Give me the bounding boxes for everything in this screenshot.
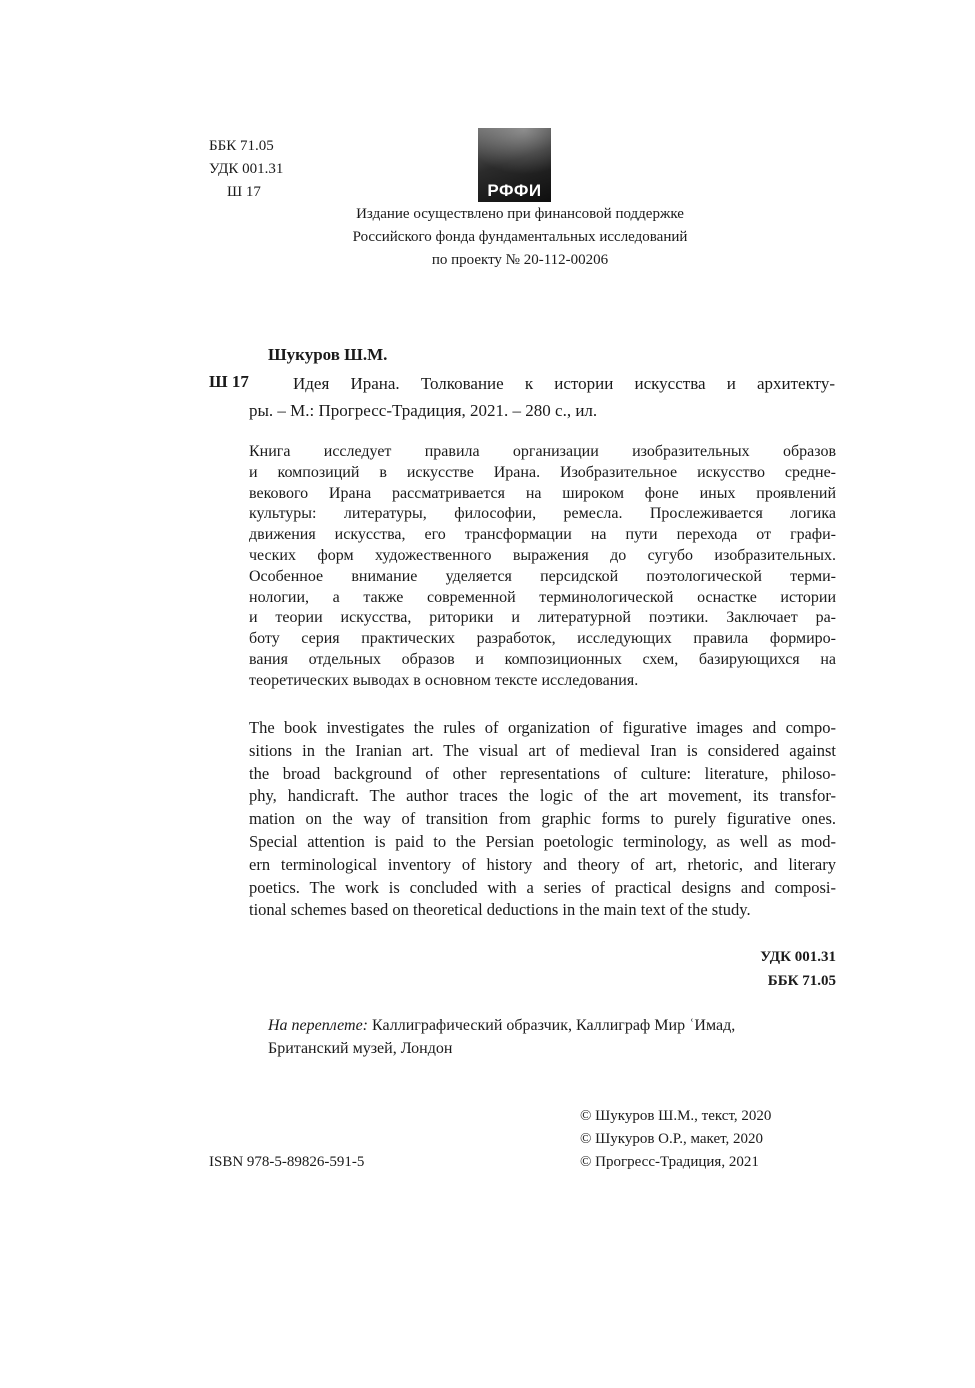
entry-author-mark: Ш 17 [209, 372, 249, 391]
annotation-line: нологии, а также современной терминологической оснастке истории [249, 588, 836, 606]
annotation-line: и композиций в искусстве Ирана. Изобразительное искусство средне- [249, 463, 836, 481]
annotation-line: Книга исследует правила организации изобразительных образов [249, 443, 836, 460]
rffi-logo [478, 128, 551, 202]
annotation-line: sitions in the Iranian art. The visual art of medieval Iran is considered against [249, 740, 836, 760]
annotation-line: культуры: литературы, философии, ремесла. Прослеживается логика [249, 505, 836, 523]
copyright-line: © Шукуров О.Р., макет, 2020 [580, 1131, 764, 1147]
classification-codes [700, 945, 836, 993]
cover-line: Британский музей, Лондон [268, 1040, 453, 1057]
annotation-line: боту серия практических разработок, исследующих правила формиро- [249, 630, 836, 648]
bbk-code-bottom: ББК 71.05 [767, 973, 836, 989]
logo-shine [478, 128, 551, 178]
funding-line: Российского фонда фундаментальных исследований [352, 229, 688, 245]
annotation-line: вания отдельных образов и композиционных схем, базирующихся на [249, 650, 836, 668]
annotation-line: Special attention is paid to the Persian poetologic terminology, as well as mod- [249, 831, 836, 851]
funding-note [300, 203, 740, 272]
annotation-russian [249, 442, 836, 692]
logo-text: РФФИ [487, 181, 542, 200]
title-line: Идея Ирана. Толкование к истории искусства и архитекту- [293, 374, 835, 393]
funding-line: Издание осуществлено при финансовой поддержке [356, 206, 684, 222]
annotation-line: phy, handicraft. The author traces the logic of the art movement, its transfor- [249, 786, 836, 806]
annotation-line: Особенное внимание уделяется персидской поэтологической терми- [249, 567, 836, 585]
annotation-line: движения искусства, его трансформации на пути перехода от графи- [249, 526, 836, 544]
annotation-english [249, 717, 836, 922]
annotation-line: теоретических выводах в основном тексте исследования. [249, 671, 639, 689]
udk-code-bottom: УДК 001.31 [760, 949, 836, 965]
annotation-line: the broad background of other representations of culture: literature, philoso- [249, 763, 836, 783]
author-name: Шукуров Ш.М. [268, 345, 388, 364]
annotation-line: tional schemes based on theoretical deductions in the main text of the study. [249, 900, 751, 920]
bbk-code: ББК 71.05 [209, 138, 274, 154]
library-codes [209, 135, 283, 204]
cover-label: На переплете: [268, 1017, 369, 1034]
funding-line: по проекту № 20-112-00206 [431, 252, 609, 268]
annotation-line: ческих форм художественного выражения до сугубо изобразительных. [249, 546, 836, 564]
annotation-line: ern terminological inventory of history and theory of art, rhetoric, and literary [249, 854, 836, 874]
copyright-block [580, 1105, 771, 1174]
annotation-line: poetics. The work is concluded with a series of practical designs and composi- [249, 877, 836, 897]
copyright-line: © Прогресс-Традиция, 2021 [580, 1154, 759, 1170]
annotation-line: mation on the way of transition from graphic forms to purely figurative ones. [249, 809, 836, 829]
udk-code: УДК 001.31 [209, 161, 284, 177]
cover-line [268, 1014, 735, 1037]
annotation-line: и теории искусства, риторики и литературной поэтики. Заключает ра- [249, 609, 836, 627]
isbn: ISBN 978-5-89826-591-5 [209, 1154, 365, 1170]
annotation-line: The book investigates the rules of organization of figurative images and compo- [249, 718, 836, 737]
copyright-line: © Шукуров Ш.М., текст, 2020 [580, 1108, 772, 1124]
cover-note [268, 1014, 735, 1060]
bibliographic-title [249, 370, 835, 424]
author-mark: Ш 17 [227, 184, 261, 200]
title-line: ры. – М.: Прогресс-Традиция, 2021. – 280 с., ил. [249, 401, 598, 420]
annotation-line: векового Ирана рассматривается на широком фоне иных проявлений [249, 484, 836, 502]
cover-description: Каллиграфический образчик, Каллиграф Мир ʿИмад, [368, 1017, 736, 1034]
